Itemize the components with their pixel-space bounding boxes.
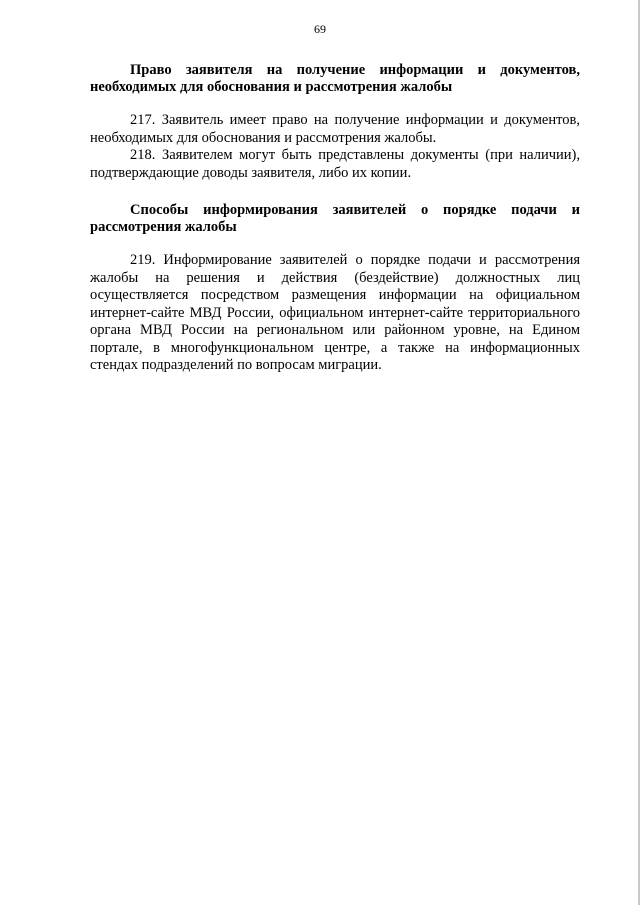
paragraph-217: 217. Заявитель имеет право на получение информации и документов, необходимых для обоснования и рассмотрения жалобы. — [90, 112, 580, 146]
paragraph-218: 218. Заявителем могут быть представлены документы (при наличии), подтверждающие доводы заявителя, либо их копии. — [90, 147, 580, 181]
page-content — [90, 62, 580, 375]
section-heading-complaint-rights — [90, 62, 580, 96]
heading-line: Право заявителя на получение информации и документов, — [130, 62, 580, 78]
heading-line: рассмотрения жалобы — [90, 219, 237, 235]
heading-line: Способы информирования заявителей о порядке подачи и — [130, 202, 580, 218]
section-heading-informing-methods — [90, 202, 580, 236]
paragraph-219: 219. Информирование заявителей о порядке подачи и рассмотрения жалобы на решения и действия (бездействие) должностных лиц осуществляется посредством размещения информации на официальном интернет-сайте МВД России, официальном интернет-сайте территориального органа МВД России на региональном или районном уровне, на Едином портале, в многофункциональном центре, а также на информационных стендах подразделений по вопросам миграции. — [90, 252, 580, 373]
heading-line: необходимых для обоснования и рассмотрения жалобы — [90, 79, 453, 95]
page-number: 69 — [314, 22, 326, 36]
